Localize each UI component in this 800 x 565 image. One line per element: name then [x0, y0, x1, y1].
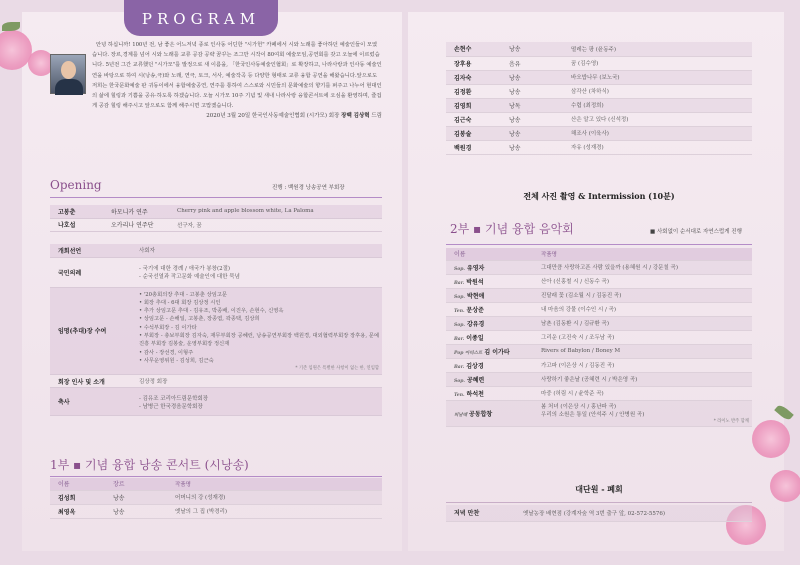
performer-name: 김성희 [50, 490, 110, 504]
singer-name: 박현애 [466, 292, 485, 300]
table-row [446, 330, 752, 344]
finale-note: * 라이노 반주 함께 [713, 419, 749, 424]
performer-name: 장후용 [446, 56, 506, 70]
song-title: 마중 (허림 시 / 윤학준 곡) [538, 386, 752, 400]
table-row [446, 302, 752, 316]
finale-performer [446, 400, 538, 426]
voice-part: Bar. [454, 336, 465, 342]
performer-name: 김봉술 [446, 126, 506, 140]
table-row [446, 140, 752, 154]
performer-name [446, 386, 538, 400]
table-row [446, 358, 752, 372]
appointment-line: • '20총회의장 추대 - 고봉춘 상임고문 [139, 291, 379, 299]
appointment-line: • 사무운영위원 - 김성희, 김근숙 [139, 357, 379, 365]
closing-title: 대단원 - 폐회 [575, 484, 623, 494]
appointment-line: • 회장 추대 - 6대 회장 김상정 시인 [139, 299, 379, 307]
performer-work: 자유 (성재경) [568, 140, 752, 154]
voice-part: Bar. [454, 364, 465, 370]
ceremony-row [50, 375, 382, 388]
col-genre-header: 장르 [110, 478, 172, 490]
table-row [50, 504, 382, 518]
opening-type: 하모니카 연주 [108, 205, 174, 218]
opening-performer: 나호섭 [50, 218, 108, 231]
appointment-line: • 상임고문 - 손해일, 고봉춘, 장종엽, 곽종택, 김상희 [139, 315, 379, 323]
col-name-header: 이름 [446, 248, 538, 260]
finale-name: 공동합창 [469, 410, 493, 418]
appointment-line: • 수석부회장 - 김 이가타 [139, 324, 379, 332]
performer-work: 떨레는 팡 (윤동주) [568, 42, 752, 56]
performer-name: 김자숙 [446, 70, 506, 84]
performer-name: 최영옥 [50, 504, 110, 518]
performer-name [446, 274, 538, 288]
ceremony-detail [136, 388, 382, 416]
part2-rule [446, 244, 752, 245]
ceremony-detail: 김상정 회장 [136, 375, 382, 388]
table-row [446, 56, 752, 70]
singer-name: 공혜련 [466, 376, 485, 384]
performer-genre: 낭송 [110, 490, 172, 504]
table-row [446, 42, 752, 56]
performer-name [446, 330, 538, 344]
ceremony-row [50, 257, 382, 287]
performer-name [446, 344, 538, 358]
performer-name: 김정환 [446, 84, 506, 98]
opening-works: 선구자, 꿈 [174, 218, 382, 231]
singer-name: 문상준 [466, 306, 484, 314]
ceremony-detail [136, 257, 382, 287]
col-work-header: 작품명 [538, 248, 752, 260]
performer-name: 백원경 [446, 140, 506, 154]
performer-genre: 낭송 [110, 504, 172, 518]
table-row [446, 372, 752, 386]
opening-host-note: 진행 : 백원경 낭송공연 부회장 [272, 185, 345, 191]
opening-row [50, 218, 382, 231]
intro-paragraph: 안녕 하십니까! 100년 전, 남 좋은 어느저녁 종로 인사동 어딘한 "시가헌" 카페에서 시와 노래를 좋아하던 예술인들이 모였습니다. 장르,경계를 넘어 시와 노래를 교류 공감 공략 꿈꾸는 조그만 시작이 80여회 예술모임,공연회를 갖고 오늘에 이르렀습니다. 5년전 그간 교류했던 "시가모"를 발정으로 새 이름을, 「한국인사동예술인협회」로 확장하고, 나라사랑과 인사동 예술인연을 바탕으로 하여 시(낭송,극)와 노래, 연극, 토크, 서사, 예술작곡 등 다양한 형태로 교류 융합 공연을 해왔습니다.앞으로도 저희는 한국문화예술 판 귀동이에서 융합예술공연, 연주를 통하여 스스로와 시민들의 문화예술의 향기를 퍼주고 나누어 현대인의 삶에 힐링과 기쁨을 공유·하도록 하겠습니다. 오늘 시가모 10주 기념 및 새내 나라사랑 융합콘서트에 오심을 환영하며, 즐겁게 공감 힐링 해주시고 앞으로도 함께 해주시면 고맙겠습니다. [92, 42, 382, 110]
performer-name: 김근숙 [446, 112, 506, 126]
ceremony-item: 국민의례 [50, 257, 136, 287]
appointment-detail [136, 287, 382, 375]
table-row [50, 490, 382, 504]
ceremony-item: 축사 [50, 388, 136, 416]
table-row [446, 260, 752, 274]
performer-genre: 낭송 [506, 42, 568, 56]
song-title: 그리운 (고진숙 시 / 조두남 곡) [538, 330, 752, 344]
table-row [446, 70, 752, 84]
table-row [446, 344, 752, 358]
performer-work: 삼각산 (차하식) [568, 84, 752, 98]
opening-table [50, 205, 382, 232]
voice-part: Bar. [454, 280, 465, 286]
performer-genre: 낭독 [506, 98, 568, 112]
appointment-line: • 추가 상임고문 추대 - 김유조, 박종배, 이진우, 손현수, 신영옥 [139, 307, 379, 315]
performer-name: 손현수 [446, 42, 506, 56]
opening-type: 오카리나 연주단 [108, 218, 174, 231]
program-tab: PROGRAM [124, 0, 278, 36]
signature-name: 장백 김상혁 [341, 113, 370, 120]
table-row [446, 84, 752, 98]
table-row [446, 386, 752, 400]
singer-name: 유영자 [466, 264, 485, 272]
voice-part: Sop. [454, 378, 465, 384]
ceremony-row [50, 388, 382, 416]
singer-name: 박원석 [466, 278, 484, 286]
finale-song: 봄 처녀 (이은상 시 / 홍난파 곡) [541, 404, 617, 410]
opening-rule [50, 197, 382, 198]
singer-name: 김상경 [466, 362, 484, 370]
appointment-line: • 부회장 - 총보부회장 김자숙, 재무부회장 공혜런, 낭송공연부회장 백원경, 대외협력부회장 장후용, 문예진흥 부회장 김봉술, 운영부회장 정신재 [139, 332, 379, 349]
song-title: 산아 (신홍철 시 / 신동수 곡) [538, 274, 752, 288]
singer-name: 하석천 [466, 390, 484, 398]
singer-name: 강유경 [466, 320, 485, 328]
finale-songs [538, 400, 752, 426]
table-row [446, 112, 752, 126]
performer-genre: 낭송 [506, 112, 568, 126]
appointment-list [139, 291, 379, 366]
finale-role: 피날레 [454, 412, 468, 418]
signature-prefix: 2020년 3월 20일 한국인사동예술인협회 (시가모) 회장 [206, 113, 340, 120]
opening-row [50, 205, 382, 218]
table-row [446, 316, 752, 330]
performer-genre: 낭송 [506, 70, 568, 84]
song-title: 그대만큼 사랑하고픈 사람 있을까 (용혜원 시 / 강문칠 곡) [538, 260, 752, 274]
voice-part: Sop. [454, 266, 465, 272]
performer-genre: 낭송 [506, 140, 568, 154]
flower-decoration-bottom-right [752, 420, 790, 458]
song-title: 사랑하기 좋은날 (공혜련 시 / 박은영 곡) [538, 372, 752, 386]
appointment-row [50, 287, 382, 375]
performer-name [446, 358, 538, 372]
song-title: 내 마음의 강물 (이수인 시 / 곡) [538, 302, 752, 316]
finale-song: 우리의 소원은 통일 (안석주 시 / 안병원 곡) [541, 412, 645, 418]
ceremony-line: - 남병근 한국경음문학회장 [139, 403, 203, 410]
performer-genre: 음유 [506, 56, 568, 70]
voice-part: Pop 아티스트 [454, 350, 483, 356]
song-title: Rivers of Babylon / Boney M [538, 344, 752, 358]
dinner-label: 저녁 만찬 [446, 505, 520, 521]
ceremony-detail: 사회자 [136, 244, 382, 257]
singer-name: 이종일 [466, 334, 484, 342]
col-name-header: 이름 [50, 478, 110, 490]
part2-note: ■ 사회없이 순서대로 자연스럽게 진행 [650, 229, 742, 235]
singer-name: 김 이가타 [484, 348, 510, 356]
part2-table [446, 248, 752, 427]
ceremony-line: - 순국선열과 작고문화 예술인에 대한 묵념 [139, 274, 240, 280]
part1-header-row [50, 478, 382, 490]
performer-work: 바오밥나무 (보노국) [568, 70, 752, 84]
part1-table-left [50, 478, 382, 519]
ceremony-line: - 국기에 대한 경례 / 애국가 봉창(2절) [139, 266, 231, 272]
ceremony-row [50, 244, 382, 257]
voice-part: Ten. [454, 308, 465, 314]
dinner-row [446, 505, 752, 521]
voice-part: Sop. [454, 322, 465, 328]
performer-genre: 낭송 [506, 84, 568, 98]
opening-title: Opening [50, 178, 102, 192]
performer-name [446, 260, 538, 274]
performer-name [446, 316, 538, 330]
ceremony-item: 개회선언 [50, 244, 136, 257]
performer-work: 수렵 (최정희) [568, 98, 752, 112]
part1-title: 1부 ▪ 기념 융합 낭송 콘서트 (시낭송) [50, 458, 249, 472]
intro-letter [60, 40, 382, 122]
performer-name [446, 302, 538, 316]
performer-name [446, 372, 538, 386]
opening-works: Cherry pink and apple blossom white, La Paloma [174, 205, 382, 218]
song-title: 진달래 꽃 (김소월 시 / 김동진 곡) [538, 288, 752, 302]
ceremony-table [50, 244, 382, 416]
voice-part: Ten. [454, 392, 465, 398]
part2-title: 2부 ▪ 기념 융합 음악회 [450, 222, 574, 236]
part1-table-right [446, 42, 752, 155]
performer-name [446, 288, 538, 302]
closing-rule [446, 502, 752, 503]
appointment-item: 임명(추대)장 수여 [50, 287, 136, 375]
voice-part: Sop. [454, 294, 465, 300]
intro-signature [60, 111, 382, 121]
leaf-decoration [2, 22, 20, 31]
table-row [446, 98, 752, 112]
dinner-table [446, 505, 752, 522]
ceremony-item: 회장 인사 및 소개 [50, 375, 136, 388]
performer-name: 김영희 [446, 98, 506, 112]
song-title: 남촌 (김동환 시 / 김규환 곡) [538, 316, 752, 330]
performer-work: 꿈 (김수영) [568, 56, 752, 70]
performer-work: 해조사 (이육사) [568, 126, 752, 140]
part1-rule [50, 476, 382, 477]
flower-decoration-bottom-right-2 [770, 470, 800, 502]
table-row [446, 288, 752, 302]
finale-row [446, 400, 752, 426]
signature-suffix: 드림 [371, 113, 382, 120]
appointment-line: • 감사 - 장선경, 이형주 [139, 349, 379, 357]
performer-work: 산은 알고 있다 (신석정) [568, 112, 752, 126]
song-title: 가고파 (이은상 시 / 김동진 곡) [538, 358, 752, 372]
part2-header-row [446, 248, 752, 260]
ceremony-line: - 김유조 코리아드림문학회장 [139, 395, 209, 402]
performer-genre: 낭송 [506, 126, 568, 140]
col-work-header: 작품명 [172, 478, 382, 490]
opening-performer: 고봉춘 [50, 205, 108, 218]
table-row [446, 274, 752, 288]
dinner-venue: 옛날농장 배현점 (강계자숲 역 3번 출구 앞, 02-572-5576) [520, 505, 752, 521]
intermission-label: 전체 사진 촬영 & Intermission (10분) [523, 191, 675, 201]
performer-work: 어머니의 강 (성재경) [172, 490, 382, 504]
performer-work: 엣날의 그 집 (박경리) [172, 504, 382, 518]
table-row [446, 126, 752, 140]
appointment-note: * 기존 임원은 특별한 사항이 없는 한, 연임함 [295, 366, 379, 372]
